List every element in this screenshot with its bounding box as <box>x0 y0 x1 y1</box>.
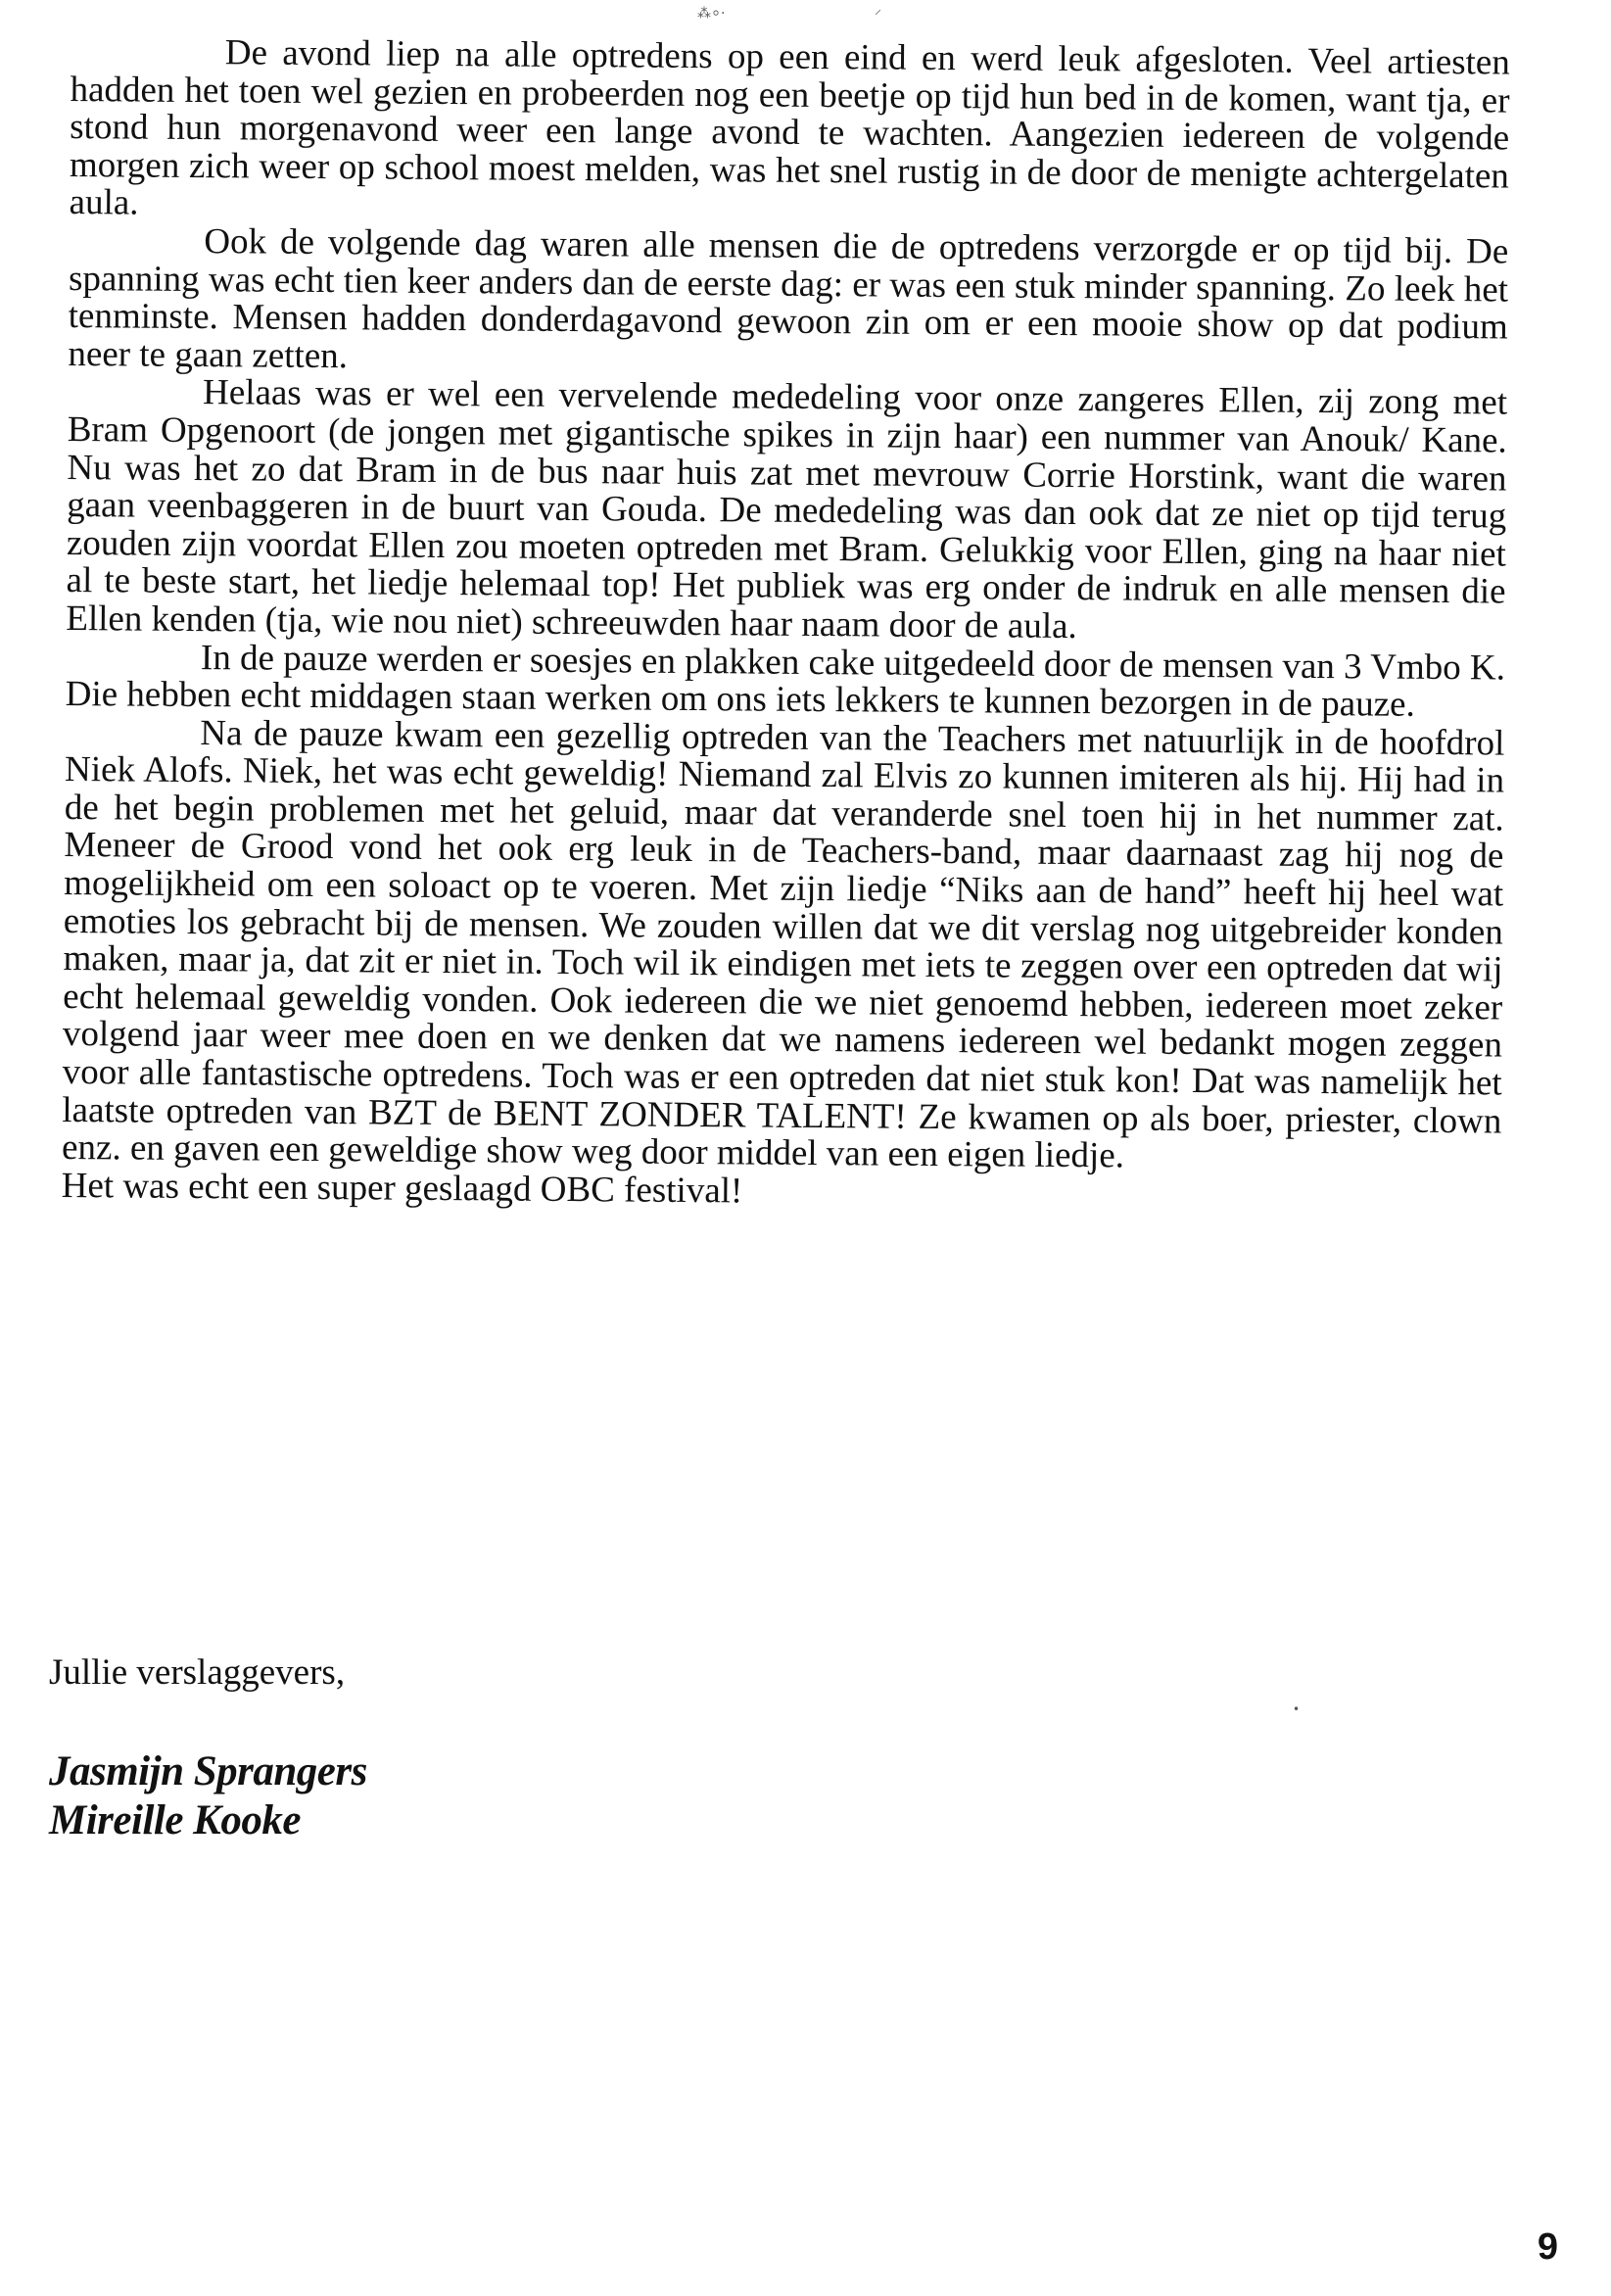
scan-speck: • <box>1293 1702 1302 1716</box>
paragraph: Ook de volgende dag waren alle mensen die de optredens verzorgde er op tijd bij. De spanning was echt tien keer anders dan de eerste dag: er was een stuk minder spanning. Zo leek het tenminste. Mensen hadden donderdagavond gewoon zin om er een mooie show op dat podium neer te gaan zetten. <box>68 221 1509 376</box>
salutation: Jullie verslaggevers, <box>49 1652 346 1693</box>
author-name: Mireille Kooke <box>49 1797 301 1843</box>
paragraph: De avond liep na alle optredens op een eind en werd leuk afgesloten. Veel artiesten hadden het toen wel gezien en probeerden nog een beetje op tijd hun bed in de komen, want tja, er stond hun morgenavond weer een lange avond te wachten. Aangezien iedereen de volgende morgen zich weer op school moest melden, was het snel rustig in de door de menigte achtergelaten aula. <box>69 32 1510 223</box>
author-name: Jasmijn Sprangers <box>49 1748 367 1794</box>
paragraph: Na de pauze kwam een gezellig optreden van the Teachers met natuurlijk in de hoofdrol Niek Alofs. Niek, het was echt geweldig! Niemand zal Elvis zo kunnen imiteren als hij. Hij had in de het begin problemen met het geluid, maar dat veranderde snel toen hij in het nummer zat. Meneer de Grood vond het ook erg leuk in de Teachers-band, maar daarnaast zag hij nog de mogelijkheid om een soloact op te voeren. Met zijn liedje “Niks aan de hand” heeft hij heel wat emoties los gebracht bij de mensen. We zouden willen dat we dit verslag nog uitgebreider konden maken, maar ja, dat zit er niet in. Toch wil ik eindigen met iets te zeggen over een optreden dat wij echt helemaal geweldig vonden. Ook iedereen die we niet genoemd hebben, iedereen moet zeker volgend jaar weer mee doen en we denken dat we namens iedereen wel bedankt mogen zeggen voor alle fantastische optredens. Toch was er een optreden dat niet stuk kon! Dat was namelijk het laatste optreden van BZT de BENT ZONDER TALENT! Ze kwamen op als boer, priester, clown enz. en gaven een geweldige show weg door middel van een eigen liedje. <box>61 712 1505 1176</box>
scan-speck: ⁂⸰· <box>697 6 727 22</box>
article-body <box>62 33 1510 1217</box>
closing-line: Het was echt een super geslaagd OBC festival! <box>61 1165 743 1212</box>
page-number: 9 <box>1537 2226 1558 2268</box>
signature-block <box>49 1747 367 1845</box>
scan-speck: ⸝ <box>875 2 882 18</box>
paragraph: In de pauze werden er soesjes en plakken cake uitgedeeld door de mensen van 3 Vmbo K. Die hebben echt middagen staan werken om ons iets lekkers te kunnen bezorgen in de pauze. <box>65 637 1506 725</box>
paragraph: Helaas was er wel een vervelende mededeling voor onze zangeres Ellen, zij zong met Bram Opgenoort (de jongen met gigantische spikes in zijn haar) een nummer van Anouk/ Kane. Nu was het zo dat Bram in de bus naar huis zat met mevrouw Corrie Horstink, want die waren gaan veenbaggeren in de buurt van Gouda. De mededeling was dan ook dat ze niet op tijd terug zouden zijn voordat Ellen zou moeten optreden met Bram. Gelukkig voor Ellen, ging na haar niet al te beste start, het liedje helemaal top! Het publiek was erg onder de indruk en alle mensen die Ellen kenden (tja, wie nou niet) schreeuwden haar naam door de aula. <box>66 372 1508 646</box>
